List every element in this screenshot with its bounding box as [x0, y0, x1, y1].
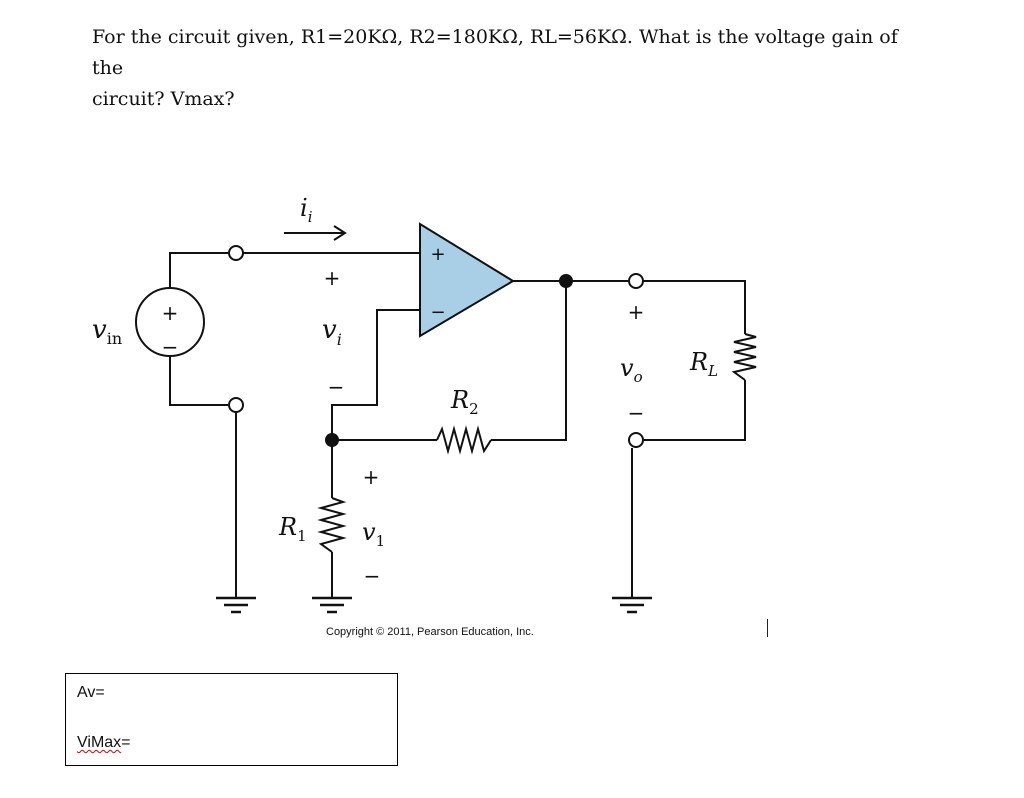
wire-rl-to-bottom [636, 380, 745, 440]
label-ii: $i_i$ [300, 194, 313, 226]
source-minus-sign: − [161, 335, 179, 359]
vmax-answer-label [77, 734, 131, 752]
terminal-in-top [229, 246, 243, 260]
text-cursor [767, 619, 768, 637]
wire-feedback-right [491, 281, 566, 440]
question-line-2: circuit? Vmax? [92, 88, 235, 110]
ground-left-icon [216, 598, 256, 612]
label-r2: $R_2$ [451, 386, 479, 418]
opamp-plus-sign: + [430, 244, 446, 265]
label-rl: $R_L$ [690, 348, 719, 380]
junction-output [559, 274, 573, 288]
resistor-r1-icon [321, 498, 343, 552]
wire-minus-input [332, 310, 420, 440]
vo-minus-sign: − [627, 401, 645, 425]
vmax-prefix: ViMax [77, 734, 122, 751]
v1-minus-sign: − [363, 564, 381, 588]
vmax-suffix: = [121, 734, 131, 751]
ground-middle-icon [312, 598, 352, 612]
vi-minus-sign: − [327, 375, 345, 399]
question-line-1: For the circuit given, R1=20KΩ, R2=180KΩ, RL=56KΩ. What is the voltage gain of the [92, 26, 898, 79]
opamp-minus-sign: − [430, 302, 446, 323]
current-arrow-icon [284, 226, 345, 240]
label-vi: $v_i$ [322, 315, 342, 349]
terminal-out-top [629, 274, 643, 288]
terminal-out-bottom [629, 433, 643, 447]
wire-output-to-rl [636, 281, 745, 334]
vo-plus-sign: + [627, 300, 645, 324]
ground-right-icon [612, 598, 652, 612]
av-answer-label: Av= [77, 684, 105, 701]
copyright-text: Copyright © 2011, Pearson Education, Inc. [326, 626, 534, 638]
answer-box[interactable] [65, 673, 398, 766]
vi-plus-sign: + [323, 266, 341, 290]
label-v1: $v_1$ [362, 518, 386, 550]
v1-plus-sign: + [362, 465, 380, 489]
label-vo: $v_o$ [620, 354, 643, 386]
source-plus-sign: + [161, 301, 179, 325]
label-r1: $R_1$ [279, 513, 307, 545]
junction-feedback [325, 433, 339, 447]
resistor-rl-icon [734, 334, 756, 380]
label-vin: $v_{in}$ [92, 315, 123, 348]
resistor-r2-icon [437, 429, 491, 451]
terminal-in-bottom [229, 398, 243, 412]
